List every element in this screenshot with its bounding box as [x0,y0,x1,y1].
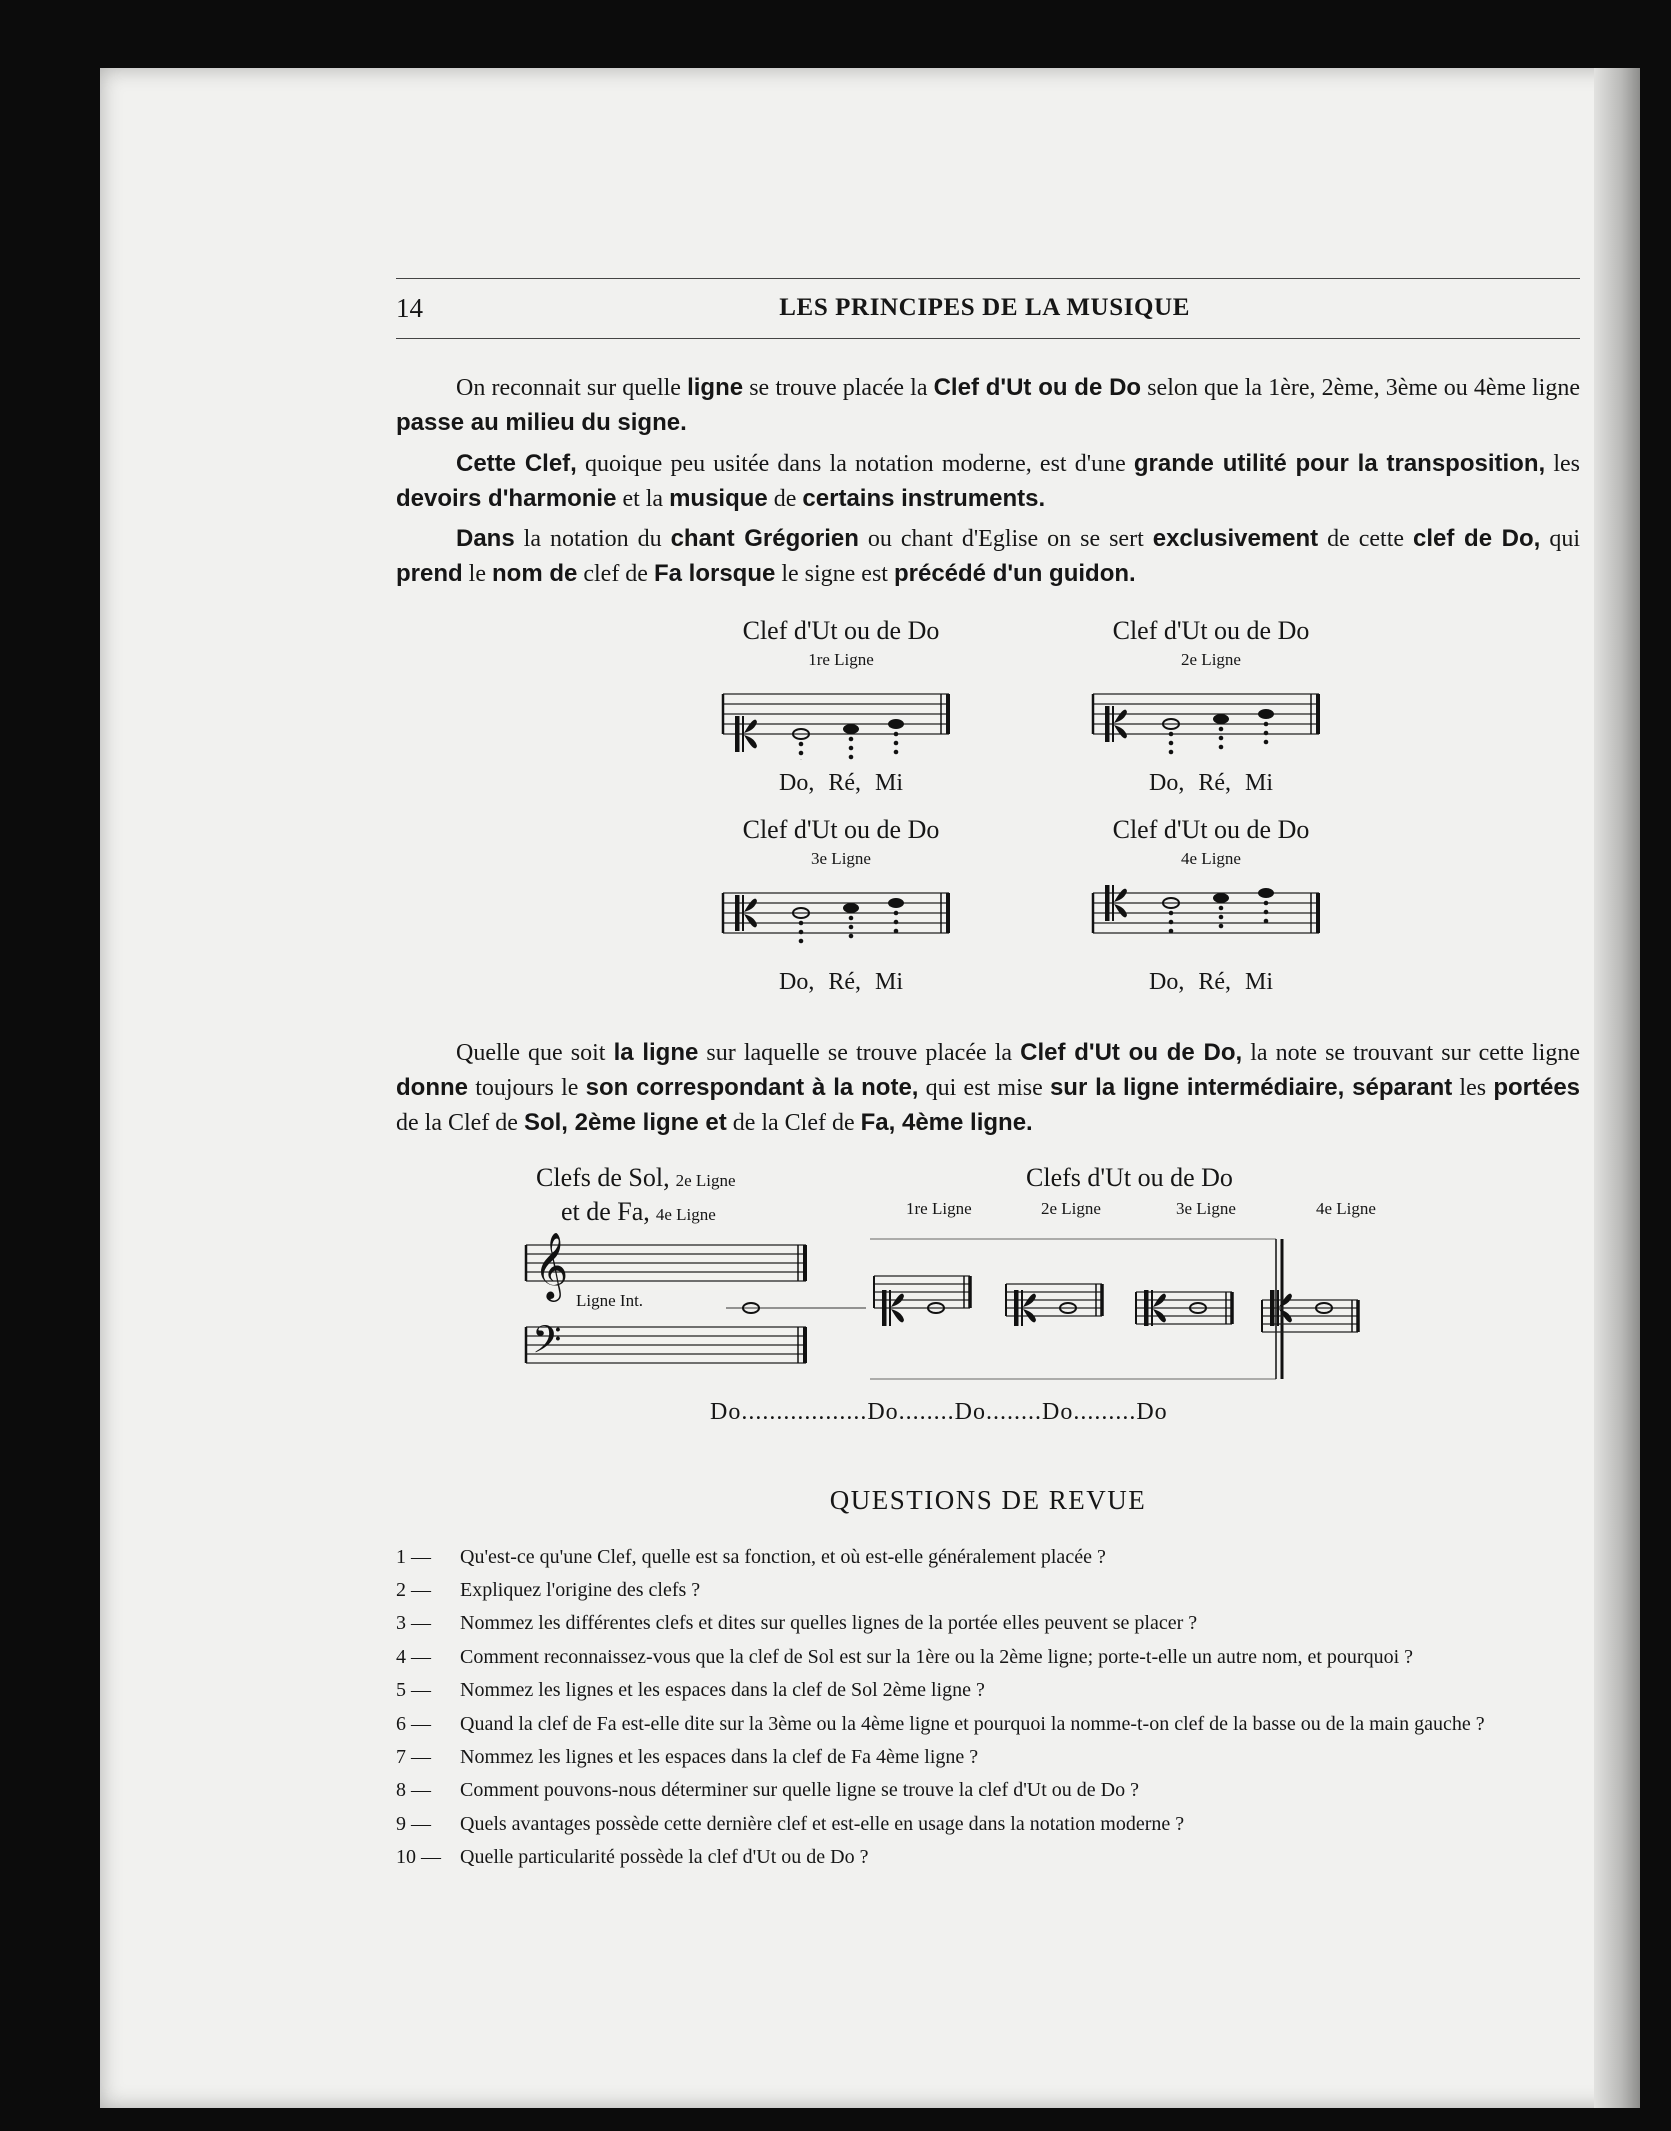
line-label: 2e Ligne [1041,1198,1101,1218]
bold-text: nom de [492,560,578,588]
bold-text: la ligne [613,1039,699,1067]
example-staff [1081,879,1341,959]
guide-dot [1169,732,1174,737]
comparison-right-title: Clefs d'Ut ou de Do [1026,1162,1233,1192]
bold-text: Clef d'Ut ou de Do [933,374,1142,402]
example-note-names: Do, Ré, Mi [779,969,903,996]
question-number: 7 — [396,1746,431,1769]
note-head [1258,888,1274,898]
text-run: le [462,561,492,588]
bold-text: donne [396,1073,468,1101]
paragraph [396,447,1580,517]
bold-text: ligne [687,374,744,402]
question-text: Comment pouvons-nous déterminer sur quelle ligne se trouve la clef d'Ut ou de Do ? [460,1779,1139,1802]
guide-dot [1264,919,1269,924]
question-text: Nommez les lignes et les espaces dans la clef de Sol 2ème ligne ? [460,1679,985,1702]
text-run: ou chant d'Eglise on se sert [858,526,1153,553]
guide-dot [1219,915,1224,920]
c-clef-icon [1021,1290,1023,1326]
bold-text: portées [1493,1073,1581,1101]
guide-dot [1169,750,1174,755]
example-title: Clef d'Ut ou de Do [1112,815,1310,845]
text-run: de cette [1318,526,1414,553]
clef-comparison [396,1159,1580,1429]
bold-text: Clef d'Ut ou de Do, [1020,1039,1243,1067]
line-label: 1re Ligne [906,1198,972,1218]
example-staff [711,879,971,959]
c-clef-icon [742,716,744,752]
question-number: 6 — [396,1712,431,1735]
text-run: le signe est [775,561,894,588]
bold-text: Cette Clef, [456,449,577,477]
clef-example [656,811,1026,1000]
note-head [1213,893,1229,903]
question-number: 8 — [396,1779,431,1802]
c-clef-icon [735,716,740,752]
clef-example [1026,811,1396,1000]
question-item [396,1544,1580,1570]
text-run: et la [616,485,670,512]
guide-dot [849,746,854,751]
comparison-left-title-2: et de Fa, 4e Ligne [561,1196,716,1226]
c-clef-icon [1270,1290,1275,1326]
bold-text: prend [396,560,463,588]
example-subtitle: 2e Ligne [1181,649,1241,669]
question-item [396,1610,1580,1636]
question-item [396,1677,1580,1703]
bold-text: Dans [456,525,515,553]
question-number: 2 — [396,1579,431,1602]
bold-text: Fa lorsque [653,560,776,588]
c-clef-icon [744,914,757,927]
guide-dot [799,921,804,926]
c-clef-icon [1114,725,1127,738]
note-head [843,903,859,913]
c-clef-icon [744,735,757,748]
question-text: Quand la clef de Fa est-elle dite sur la 3ème ou la 4ème ligne et pourquoi la nomme-t-on clef de la basse ou de la main gauche ? [460,1712,1485,1735]
question-item [396,1577,1580,1603]
text-run: de [767,485,803,512]
text-run: selon que la 1ère, 2ème, 3ème ou 4ème ligne [1141,375,1580,402]
middle-line-label: Ligne Int. [576,1290,644,1310]
question-item [396,1811,1580,1837]
example-title: Clef d'Ut ou de Do [742,615,940,645]
example-staff [711,680,971,760]
example-subtitle: 1re Ligne [808,649,874,669]
c-clef-icon [889,1290,891,1326]
guide-dot [894,750,899,755]
example-note-names: Do, Ré, Mi [779,770,903,797]
c-clef-icon [1112,885,1114,921]
text-run: qui est mise [918,1074,1050,1101]
text-run: les [1452,1074,1494,1101]
c-clef-icon [1114,904,1127,917]
page-content [396,278,1580,1878]
bold-text: chant Grégorien [670,525,859,553]
note-head [1258,709,1274,719]
guide-dot [1169,741,1174,746]
c-clef-icon [742,895,744,931]
c-clef-icon [1105,706,1110,742]
guide-dot [1264,740,1269,745]
guide-dot [894,920,899,925]
line-label: 4e Ligne [1316,1198,1376,1218]
text-run: Quelle que soit [456,1040,614,1067]
text-run: les [1545,450,1580,477]
text-run: quoique peu usitée dans la notation moderne, est d'une [576,450,1134,477]
guide-dot [1264,722,1269,727]
guide-dot [1264,731,1269,736]
example-subtitle: 3e Ligne [811,848,871,868]
question-number: 1 — [396,1545,431,1568]
question-item [396,1644,1580,1670]
guide-dot [1169,911,1174,916]
paragraph [396,1036,1580,1140]
guide-dot [894,732,899,737]
scanned-page [100,68,1640,2108]
question-text: Quelle particularité possède la clef d'Ut ou de Do ? [460,1846,869,1869]
guide-dot [1264,910,1269,915]
guide-dot [1264,901,1269,906]
bold-text: précédé d'un guidon. [893,560,1136,588]
c-clef-icon [1151,1290,1153,1326]
question-text: Expliquez l'origine des clefs ? [460,1579,701,1602]
bold-text: passe au milieu du signe. [396,408,687,436]
guide-dot [799,930,804,935]
guide-dot [799,742,804,747]
question-number: 3 — [396,1612,431,1635]
guide-dot [1219,727,1224,732]
text-run: la note se trouvant sur cette ligne [1242,1040,1580,1067]
bold-text: son correspondant à la note, [585,1073,919,1101]
c-clef-icon [1112,706,1114,742]
text-run: se trouve placée la [743,375,934,402]
question-number: 9 — [396,1812,431,1835]
text-run: On reconnait sur quelle [456,375,688,402]
paragraph [396,522,1580,592]
comparison-staves [396,1229,1580,1389]
intro-paragraphs [396,371,1580,592]
clef-examples [656,612,1580,1000]
bass-clef-icon: 𝄢 [532,1316,562,1371]
example-note-names: Do, Ré, Mi [1149,969,1273,996]
question-text: Nommez les différentes clefs et dites sur quelles lignes de la portée elles peuvent se placer ? [460,1612,1198,1635]
example-subtitle: 4e Ligne [1181,848,1241,868]
bold-text: clef de Do, [1413,525,1541,553]
line-label: 3e Ligne [1176,1198,1236,1218]
bold-text: Fa, 4ème ligne. [860,1108,1033,1136]
c-clef-icon [891,1309,904,1322]
header-rule-bottom [396,338,1580,339]
comparison-left-title: Clefs de Sol, 2e Ligne [536,1162,736,1192]
question-item [396,1744,1580,1770]
c-clef-icon [1144,1290,1149,1326]
note-head [888,719,904,729]
bold-text: musique [669,484,768,512]
guide-dot [1219,906,1224,911]
page-header [396,279,1580,338]
text-run: sur laquelle se trouve placée la [698,1040,1021,1067]
treble-clef-icon: 𝄞 [534,1230,569,1299]
question-text: Nommez les lignes et les espaces dans la clef de Fa 4ème ligne ? [460,1746,979,1769]
example-title: Clef d'Ut ou de Do [742,815,940,845]
c-clef-icon [1014,1290,1019,1326]
question-item [396,1711,1580,1737]
guide-dot [1219,924,1224,929]
note-head [843,724,859,734]
question-number: 5 — [396,1679,431,1702]
questions-list [396,1544,1580,1871]
guide-dot [1219,736,1224,741]
question-number: 4 — [396,1645,431,1668]
guide-dot [894,911,899,916]
text-run: toujours le [468,1074,586,1101]
question-text: Quels avantages possède cette dernière clef et est-elle en usage dans la notation moderne ? [460,1812,1185,1835]
question-item [396,1844,1580,1870]
question-text: Comment reconnaissez-vous que la clef de Sol est sur la 1ère ou la 2ème ligne; porte-t-elle un autre nom, et pourquoi ? [460,1645,1414,1668]
guide-dot [849,925,854,930]
text-run: de la Clef de [726,1109,861,1136]
c-clef-icon [882,1290,887,1326]
bold-text: certains instruments. [802,484,1046,512]
note-head [1213,714,1229,724]
guide-dot [849,916,854,921]
guide-dot [799,751,804,756]
text-run: clef de [577,561,654,588]
c-clef-icon [1114,710,1127,723]
example-title: Clef d'Ut ou de Do [1112,615,1310,645]
c-clef-icon [1114,889,1127,902]
bold-text: grande utilité pour la transposition, [1133,449,1546,477]
question-item [396,1777,1580,1803]
c-clef-icon [1277,1290,1279,1326]
bold-text: sur la ligne intermédiaire, séparant [1049,1073,1453,1101]
c-clef-icon [735,895,740,931]
guide-dot [1219,745,1224,750]
bold-text: exclusivement [1152,525,1319,553]
note-head [888,898,904,908]
example-note-names: Do, Ré, Mi [1149,770,1273,797]
text-run: la notation du [514,526,671,553]
guide-dot [1169,920,1174,925]
questions-title: QUESTIONS DE REVUE [829,1484,1147,1515]
c-clef-icon [744,720,757,733]
text-run: qui [1540,526,1581,553]
guide-dot [894,929,899,934]
bold-text: Sol, 2ème ligne et [523,1108,727,1136]
page-number: 14 [396,293,423,323]
do-row: Do..................Do........Do........Do.........Do [710,1398,1168,1425]
clef-example [656,612,1026,801]
guide-dot [849,737,854,742]
guide-dot [799,939,804,944]
guide-dot [894,741,899,746]
running-title: LES PRINCIPES DE LA MUSIQUE [779,294,1190,322]
example-staff [1081,680,1341,760]
text-run: de la Clef de [396,1109,524,1136]
bold-text: devoirs d'harmonie [396,484,617,512]
question-number: 10 — [396,1846,441,1869]
second-paragraph-block [396,1036,1580,1140]
guide-dot [849,755,854,760]
paragraph [396,371,1580,441]
clef-example [1026,612,1396,801]
guide-dot [1169,929,1174,934]
c-clef-icon [744,899,757,912]
guide-dot [849,934,854,939]
c-clef-icon [1105,885,1110,921]
question-text: Qu'est-ce qu'une Clef, quelle est sa fonction, et où est-elle généralement placée ? [460,1545,1106,1568]
